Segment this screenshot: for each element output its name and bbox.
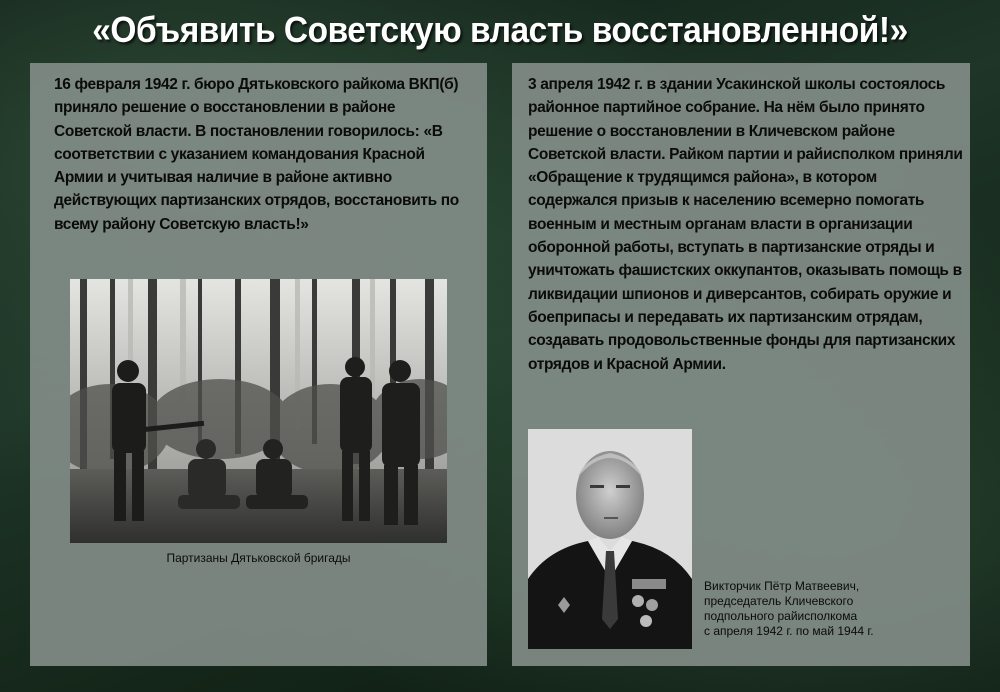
- left-panel: [30, 63, 487, 666]
- page-title: «Объявить Советскую власть восстановленной!»: [92, 9, 908, 50]
- portrait-caption-line: подпольного райисполкома: [704, 609, 858, 623]
- right-panel: [512, 63, 970, 666]
- left-panel-text: 16 февраля 1942 г. бюро Дятьковского райкома ВКП(б) приняло решение о восстановлении в районе Советской власти. В постановлении говорилось: «В соответствии с указанием командования Красной Армии и учитывая наличие в районе активно действующих партизанских отрядов, восстановить по всему району Советскую власть!»: [54, 76, 459, 233]
- partisans-photo: [70, 279, 447, 543]
- portrait-caption-line: с апреля 1942 г. по май 1944 г.: [704, 624, 874, 638]
- right-panel-text: 3 апреля 1942 г. в здании Усакинской школы состоялось районное партийное собрание. На нём было принято решение о восстановлении в Кличевском районе Советской власти. Райком партии и райисполком приняли «Обращение к трудящимся района», в котором содержался призыв к населению всемерно помогать военным и местным органам власти в организации оборонной работы, вступать в партизанские отряды и уничтожать фашистских оккупантов, оказывать помощь в ликвидации шпионов и диверсантов, собирать оружие и боеприпасы и передавать их партизанским отрядам, создавать продовольственные фонды для партизанских отрядов и Красной Армии.: [528, 76, 963, 373]
- portrait-caption: [704, 579, 964, 639]
- partisans-photo-caption: Партизаны Дятьковской бригады: [166, 551, 351, 565]
- portrait-caption-line: Викторчик Пётр Матвеевич,: [704, 579, 860, 593]
- portrait-caption-line: председатель Кличевского: [704, 594, 854, 608]
- portrait-photo: [528, 429, 692, 649]
